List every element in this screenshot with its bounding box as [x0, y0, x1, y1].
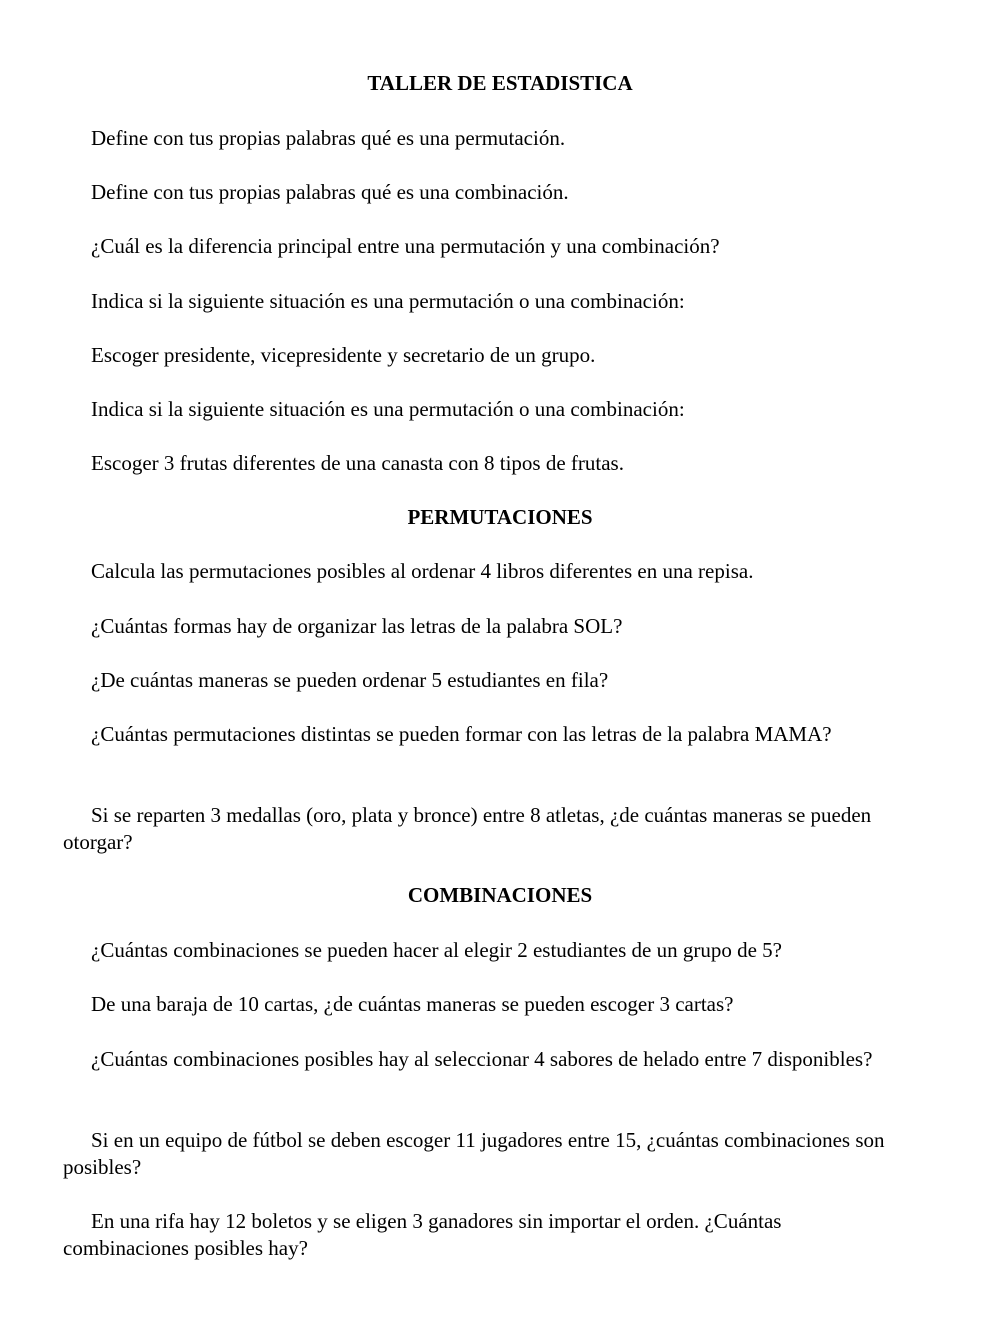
permutation-question: ¿De cuántas maneras se pueden ordenar 5 estudiantes en fila?: [91, 668, 609, 692]
section-heading-permutaciones: PERMUTACIONES: [407, 505, 593, 529]
intro-question: Indica si la siguiente situación es una permutación o una combinación:: [91, 397, 685, 421]
section-heading-combinaciones: COMBINACIONES: [407, 883, 593, 907]
permutation-question: Calcula las permutaciones posibles al ordenar 4 libros diferentes en una repisa.: [91, 559, 754, 583]
combination-question: Si en un equipo de fútbol se deben escoger 11 jugadores entre 15, ¿cuántas combinaciones son posibles?: [63, 1128, 885, 1179]
permutation-question: ¿Cuántas permutaciones distintas se pueden formar con las letras de la palabra MAMA?: [91, 722, 832, 746]
combination-question: De una baraja de 10 cartas, ¿de cuántas maneras se pueden escoger 3 cartas?: [91, 992, 734, 1016]
combination-question: ¿Cuántas combinaciones posibles hay al seleccionar 4 sabores de helado entre 7 disponibles?: [91, 1047, 873, 1071]
permutation-question: ¿Cuántas formas hay de organizar las letras de la palabra SOL?: [91, 614, 623, 638]
intro-question: Indica si la siguiente situación es una permutación o una combinación:: [91, 289, 685, 313]
intro-question: ¿Cuál es la diferencia principal entre una permutación y una combinación?: [91, 234, 720, 258]
permutation-question: Si se reparten 3 medallas (oro, plata y bronce) entre 8 atletas, ¿de cuántas maneras se pueden otorgar?: [63, 803, 872, 854]
combination-question: ¿Cuántas combinaciones se pueden hacer al elegir 2 estudiantes de un grupo de 5?: [91, 938, 783, 962]
intro-question: Define con tus propias palabras qué es una permutación.: [91, 126, 566, 150]
intro-situation: Escoger presidente, vicepresidente y secretario de un grupo.: [91, 343, 596, 367]
intro-question: Define con tus propias palabras qué es una combinación.: [91, 180, 569, 204]
intro-situation: Escoger 3 frutas diferentes de una canasta con 8 tipos de frutas.: [91, 451, 624, 475]
combination-question: En una rifa hay 12 boletos y se eligen 3 ganadores sin importar el orden. ¿Cuántas combinaciones posibles hay?: [63, 1209, 782, 1260]
page-title: TALLER DE ESTADISTICA: [367, 71, 633, 95]
